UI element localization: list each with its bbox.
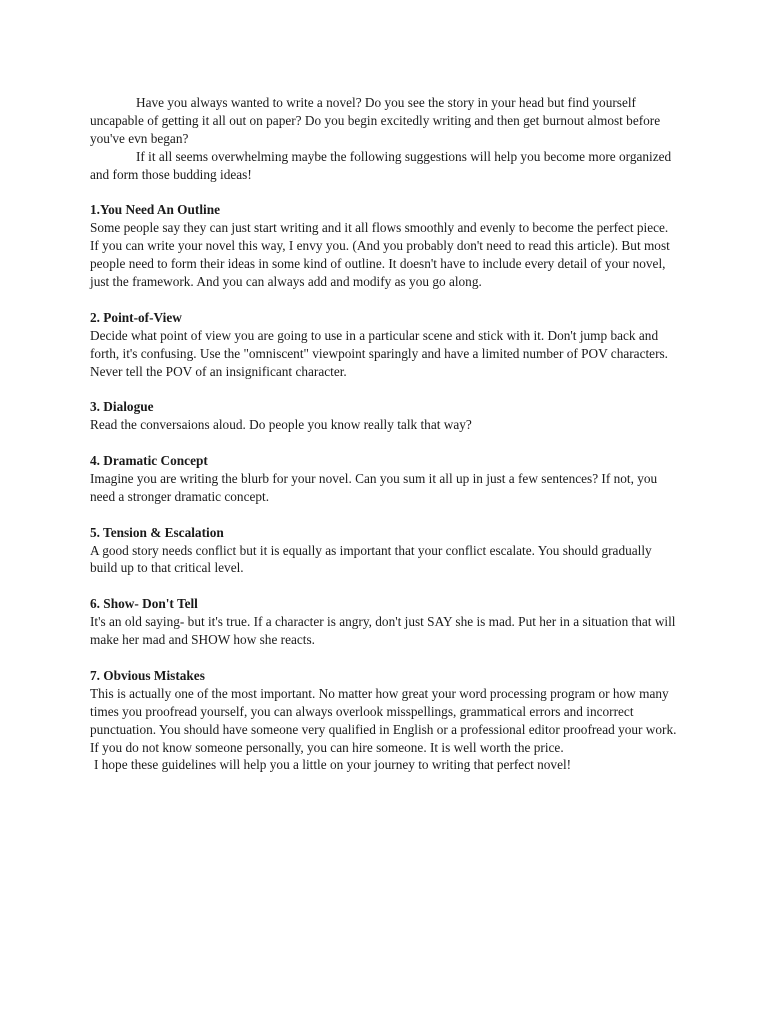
section-body: Decide what point of view you are going to use in a particular scene and stick with it. Don't jump back and forth, it's confusing. Use the "omniscent" viewpoint sparingly and have a limited number of POV characters. Never tell the POV of an insignificant character. — [90, 327, 668, 379]
section-body: It's an old saying- but it's true. If a character is angry, don't just SAY she is mad. Put her in a situation that will make her mad and SHOW how she reacts. — [90, 614, 676, 648]
section-dramatic-concept — [90, 452, 680, 506]
intro-paragraph-1: Have you always wanted to write a novel? Do you see the story in your head but find yourself uncapable of getting it all out on paper? Do you begin excitedly writing and then get burnout almost before you've evn began? — [90, 95, 661, 146]
section-heading: 2. Point-of-View — [90, 309, 182, 325]
section-body: A good story needs conflict but it is equally as important that your conflict escalate. You should gradually build up to that critical level. — [90, 542, 652, 576]
section-body: Read the conversaions aloud. Do people you know really talk that way? — [90, 417, 472, 433]
section-body: This is actually one of the most important. No matter how great your word processing program or how many times you proofread yourself, you can always overlook misspellings, grammatical errors and incorrect punctuation. You should have someone very qualified in English or a professional editor proofread your work. If you do not know someone personally, you can hire someone. It is well worth the price. — [90, 685, 677, 755]
section-heading: 3. Dialogue — [90, 399, 154, 415]
document-page — [90, 94, 680, 774]
section-body: Imagine you are writing the blurb for your novel. Can you sum it all up in just a few sentences? If not, you need a stronger dramatic concept. — [90, 470, 658, 504]
section-dialogue — [90, 398, 680, 434]
section-heading: 1.You Need An Outline — [90, 202, 221, 218]
section-heading: 6. Show- Don't Tell — [90, 596, 198, 612]
closing-paragraph: I hope these guidelines will help you a little on your journey to writing that perfect novel! — [94, 757, 572, 773]
section-obvious-mistakes — [90, 667, 680, 757]
section-outline — [90, 201, 680, 291]
section-heading: 4. Dramatic Concept — [90, 453, 208, 469]
section-point-of-view — [90, 309, 680, 381]
section-heading: 7. Obvious Mistakes — [90, 667, 205, 683]
intro-paragraph-2: If it all seems overwhelming maybe the following suggestions will help you become more organized and form those budding ideas! — [90, 148, 672, 182]
section-show-dont-tell — [90, 595, 680, 649]
section-body: Some people say they can just start writing and it all flows smoothly and evenly to become the perfect piece. If you can write your novel this way, I envy you. (And you probably don't need to read this article). But most people need to form their ideas in some kind of outline. It doesn't have to include every detail of your novel, just the framework. And you can always add and modify as you go along. — [90, 220, 670, 290]
section-tension-escalation — [90, 524, 680, 578]
section-heading: 5. Tension & Escalation — [90, 524, 224, 540]
